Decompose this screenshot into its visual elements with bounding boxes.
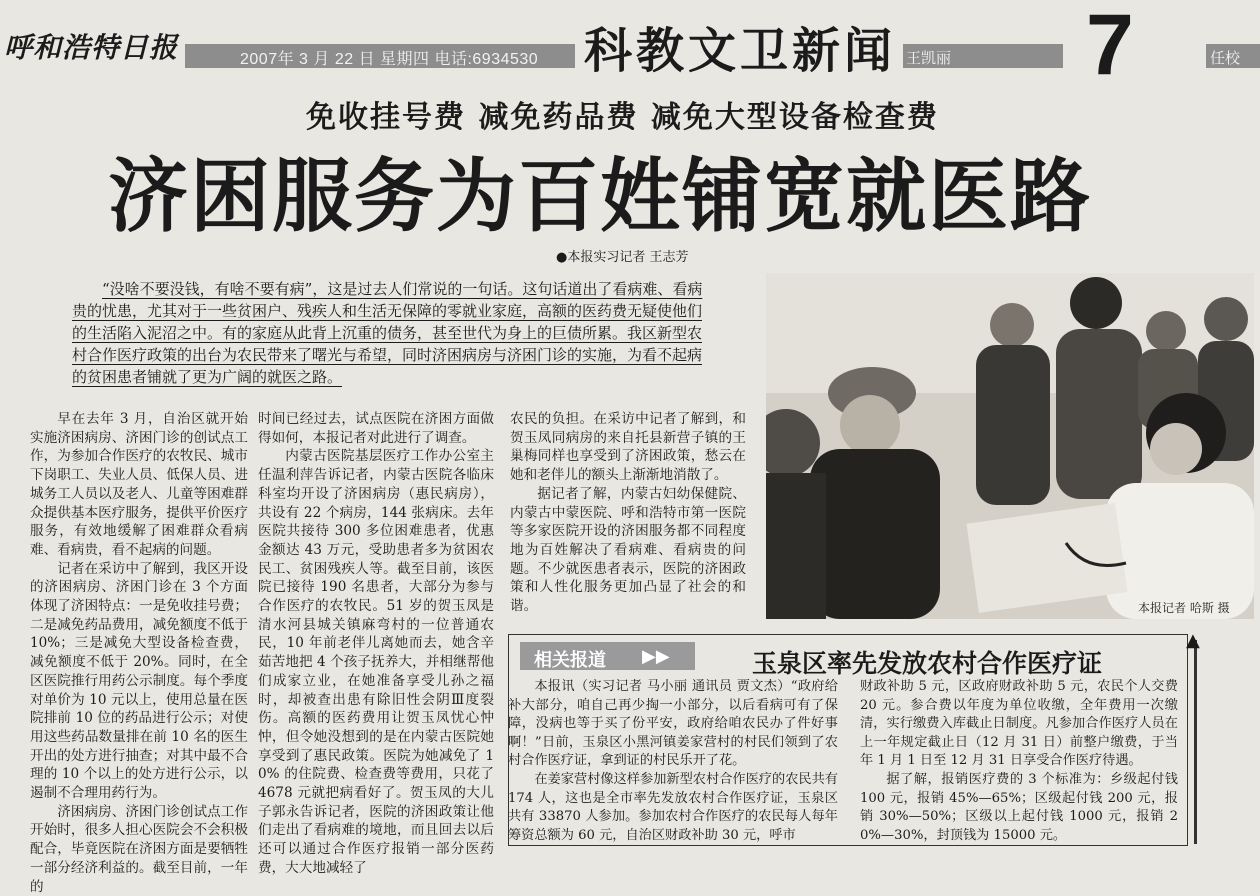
page-number: 7 <box>1086 0 1134 93</box>
paragraph: 本报讯（实习记者 马小丽 通讯员 贾文杰）“政府给补大部分，咱自己再少掏一小部分，以后看病可有了保障，没病也等于买了份平安，政府给咱农民办了件好事啊！”日前，玉泉区小黑河镇姜家营村的村民们领到了农村合作医疗证，拿到证的村民乐开了花。 <box>508 679 838 769</box>
related-label: 相关报道 <box>534 650 606 671</box>
related-title: 玉泉区率先发放农村合作医疗证 <box>752 649 1103 678</box>
paragraph: 据了解，报销医疗费的 3 个标准为：乡级起付钱 100 元，报销 45%—65%；区级起付钱 200 元，报销 30%—50%；区级以上起付钱 1000 元，报销 20%—30%，封顶钱为 15000 元。 <box>860 771 1178 843</box>
article-byline: ●本报实习记者 王志芳 <box>556 250 689 265</box>
photo-credit: 本报记者 哈斯 摄 <box>1138 601 1230 615</box>
news-photo <box>766 273 1254 619</box>
dateline: 2007年 3 月 22 日 星期四 电话:6934530 <box>240 51 539 68</box>
paragraph: 在姜家营村像这样参加新型农村合作医疗的农民共有 174 人，这也是全市率先发放农村合作医疗证，玉泉区共有 33870 人参加。参加农村合作医疗的农民每人每年筹资总额为 60 元，自治区财政补助 30 元，呼市 <box>508 771 838 843</box>
section-title: 科教文卫新闻 <box>584 23 897 79</box>
proofreader-text: 任校 <box>1210 50 1241 67</box>
related-arrows-icon: ▶▶ <box>642 646 670 667</box>
paragraph: 财政补助 5 元，区政府财政补助 5 元，农民个人交费 20 元。参合费以年度为单位收缴，全年费用一次缴清，实行缴费入库截止日制度。凡参加合作医疗人员在上一年规定截止日（12 月 31 日）前整户缴费，于当年 1 月 1 日至 12 月 31 日享受合作医疗待遇。 <box>860 679 1178 769</box>
article-subhead: 免收挂号费 减免药品费 减免大型设备检查费 <box>306 100 939 135</box>
article-column-2 <box>258 410 494 878</box>
paragraph: 早在去年 3 月，自治区就开始实施济困病房、济困门诊的创试点工作，为参加合作医疗的农牧民、城市下岗职工、失业人员、低保人员、进城务工人员以及老人、儿童等困难群众提供基本医疗服务，提供平价医疗服务，有效地缓解了困难群众看病难、看病贵，看不起病的问题。 <box>30 411 248 558</box>
article-column-3 <box>510 410 746 616</box>
side-rule <box>1194 640 1197 844</box>
editor-name: 王凯丽 <box>906 50 952 67</box>
article-column-1 <box>30 410 248 896</box>
article-headline: 济困服务为百姓铺宽就医路 <box>108 150 1092 243</box>
related-column-1 <box>508 678 838 845</box>
paragraph: 农民的负担。在采访中记者了解到，和贺玉凤同病房的来自托县新营子镇的王巢梅同样也享受到了济困政策，愁云在她和老伴儿的额头上渐渐地消散了。 <box>510 411 746 484</box>
article-lead: “没啥不要没钱，有啥不要有病”，这是过去人们常说的一句话。这句话道出了看病难、看病贵的忧患，尤其对于一些贫困户、残疾人和生活无保障的零就业家庭，高额的医药费无疑使他们的生活陷入泥沼之中。有的家庭从此背上沉重的债务，甚至世代为身上的巨债所累。我区新型农村合作医疗政策的出台为农民带来了曙光与希望，同时济困病房与济困门诊的实施，为看不起病的贫困患者铺就了更为广阔的就医之路。 <box>72 280 703 386</box>
paragraph: 据记者了解，内蒙古妇幼保健院、内蒙古中蒙医院、呼和浩特市第一医院等多家医院开设的济困服务都不同程度地为百姓解决了看病难、看病贵的问题。不少就医患者表示，医院的济困政策和人性化服务更加凸显了社会的和谐。 <box>510 485 746 615</box>
paragraph: 内蒙古医院基层医疗工作办公室主任温利萍告诉记者，内蒙古医院各临床科室均开设了济困病房（惠民病房），共设有 22 个病房，144 张病床。去年医院共接待 300 多位困难患者，优惠金额达 43 万元，受助患者多为贫困农民工、贫困残疾人等。截至目前，该医院已接待 190 名患者，大部分为参与合作医疗的农牧民。51 岁的贺玉凤是清水河县城关镇麻弯村的一位普通农民，10 年前老伴儿离她而去，她含辛茹苦地把 4 个孩子抚养大，并相继帮他们成家立业，在她准备享受儿孙之福时，却被查出患有除旧性会阴Ⅲ度裂伤。高额的医药费用让贺玉凤忧心忡忡，但令她没想到的是在内蒙古医院她享受到了惠民政策。医院为她减免了 10% 的住院费、检查费等费用，只花了 4678 元就把病看好了。贺玉凤的大儿子郭永告诉记者，医院的济困政策让他们走出了看病难的境地，而且回去以后还可以通过合作医疗报销一部分医药费，大大地减轻了 <box>258 448 494 876</box>
paragraph: 记者在采访中了解到，我区开设的济困病房、济困门诊在 3 个方面体现了济困特点：一是免收挂号费；二是减免药品费用，减免额度不低于 10%；三是减免大型设备检查费，减免额度不低于 20%。同时，在全区医院推行用药公示制度。每个季度对单价为 10 元以上，使用总量在医院排前 10 位的药品进行公示；对使用这些药品数量排在前 10 名的医生开出的处方进行抽查；对其中最不合理的 10 个以上的处方进行公示，以遏制不合理用药行为。 <box>30 560 248 802</box>
photo-illustration <box>766 273 1254 619</box>
up-arrow-icon: ▲ <box>1186 630 1200 651</box>
related-column-2 <box>860 678 1178 845</box>
paragraph: 济困病房、济困门诊创试点工作开始时，很多人担心医院会不会积极配合，毕竟医院在济困方面是要牺牲一部分经济利益的。截至目前，一年的 <box>30 803 248 895</box>
paragraph: 时间已经过去，试点医院在济困方面做得如何，本报记者对此进行了调查。 <box>258 411 494 446</box>
newspaper-masthead: 呼和浩特日报 <box>4 31 179 64</box>
